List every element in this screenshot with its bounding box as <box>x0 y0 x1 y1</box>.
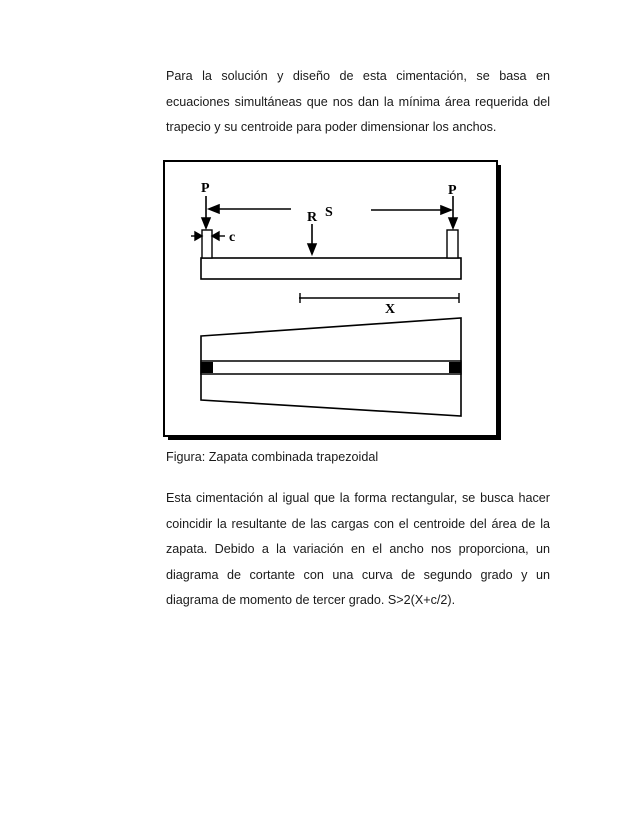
paragraph-line: ecuaciones simultáneas que nos dan la mínima área requerida del <box>166 94 550 109</box>
label-p-right: P <box>448 183 457 198</box>
paragraph-line: trapecio y su centroide para poder dimensionar los anchos. <box>166 120 497 134</box>
paragraph-line: Para la solución y diseño de esta cimentación, se basa en <box>166 69 550 83</box>
column-left <box>202 230 212 258</box>
paragraph-line: diagrama de cortante con una curva de segundo grado y un <box>166 567 550 582</box>
column-right-plan <box>449 362 461 373</box>
label-x: X <box>385 302 396 317</box>
label-r: R <box>307 210 318 225</box>
paragraph-line: coincidir la resultante de las cargas con el centroide del área de la <box>166 516 550 531</box>
paragraph-description <box>166 486 550 614</box>
paragraph-line: zapata. Debido a la variación en el ancho nos proporciona, un <box>166 542 550 556</box>
label-c: c <box>229 230 236 245</box>
footing-beam-plan <box>201 361 461 374</box>
column-left-plan <box>201 362 213 373</box>
label-s: S <box>325 205 333 220</box>
figure-caption: Figura: Zapata combinada trapezoidal <box>166 450 379 464</box>
trapezoidal-footing-figure <box>163 160 503 442</box>
label-p-left: P <box>201 181 210 196</box>
column-right <box>447 230 458 258</box>
paragraph-intro <box>166 64 550 141</box>
paragraph-line: Esta cimentación al igual que la forma rectangular, se busca hacer <box>166 491 550 505</box>
paragraph-line: diagrama de momento de tercer grado. S>2(X+c/2). <box>166 593 456 607</box>
footing-elevation <box>201 258 461 279</box>
